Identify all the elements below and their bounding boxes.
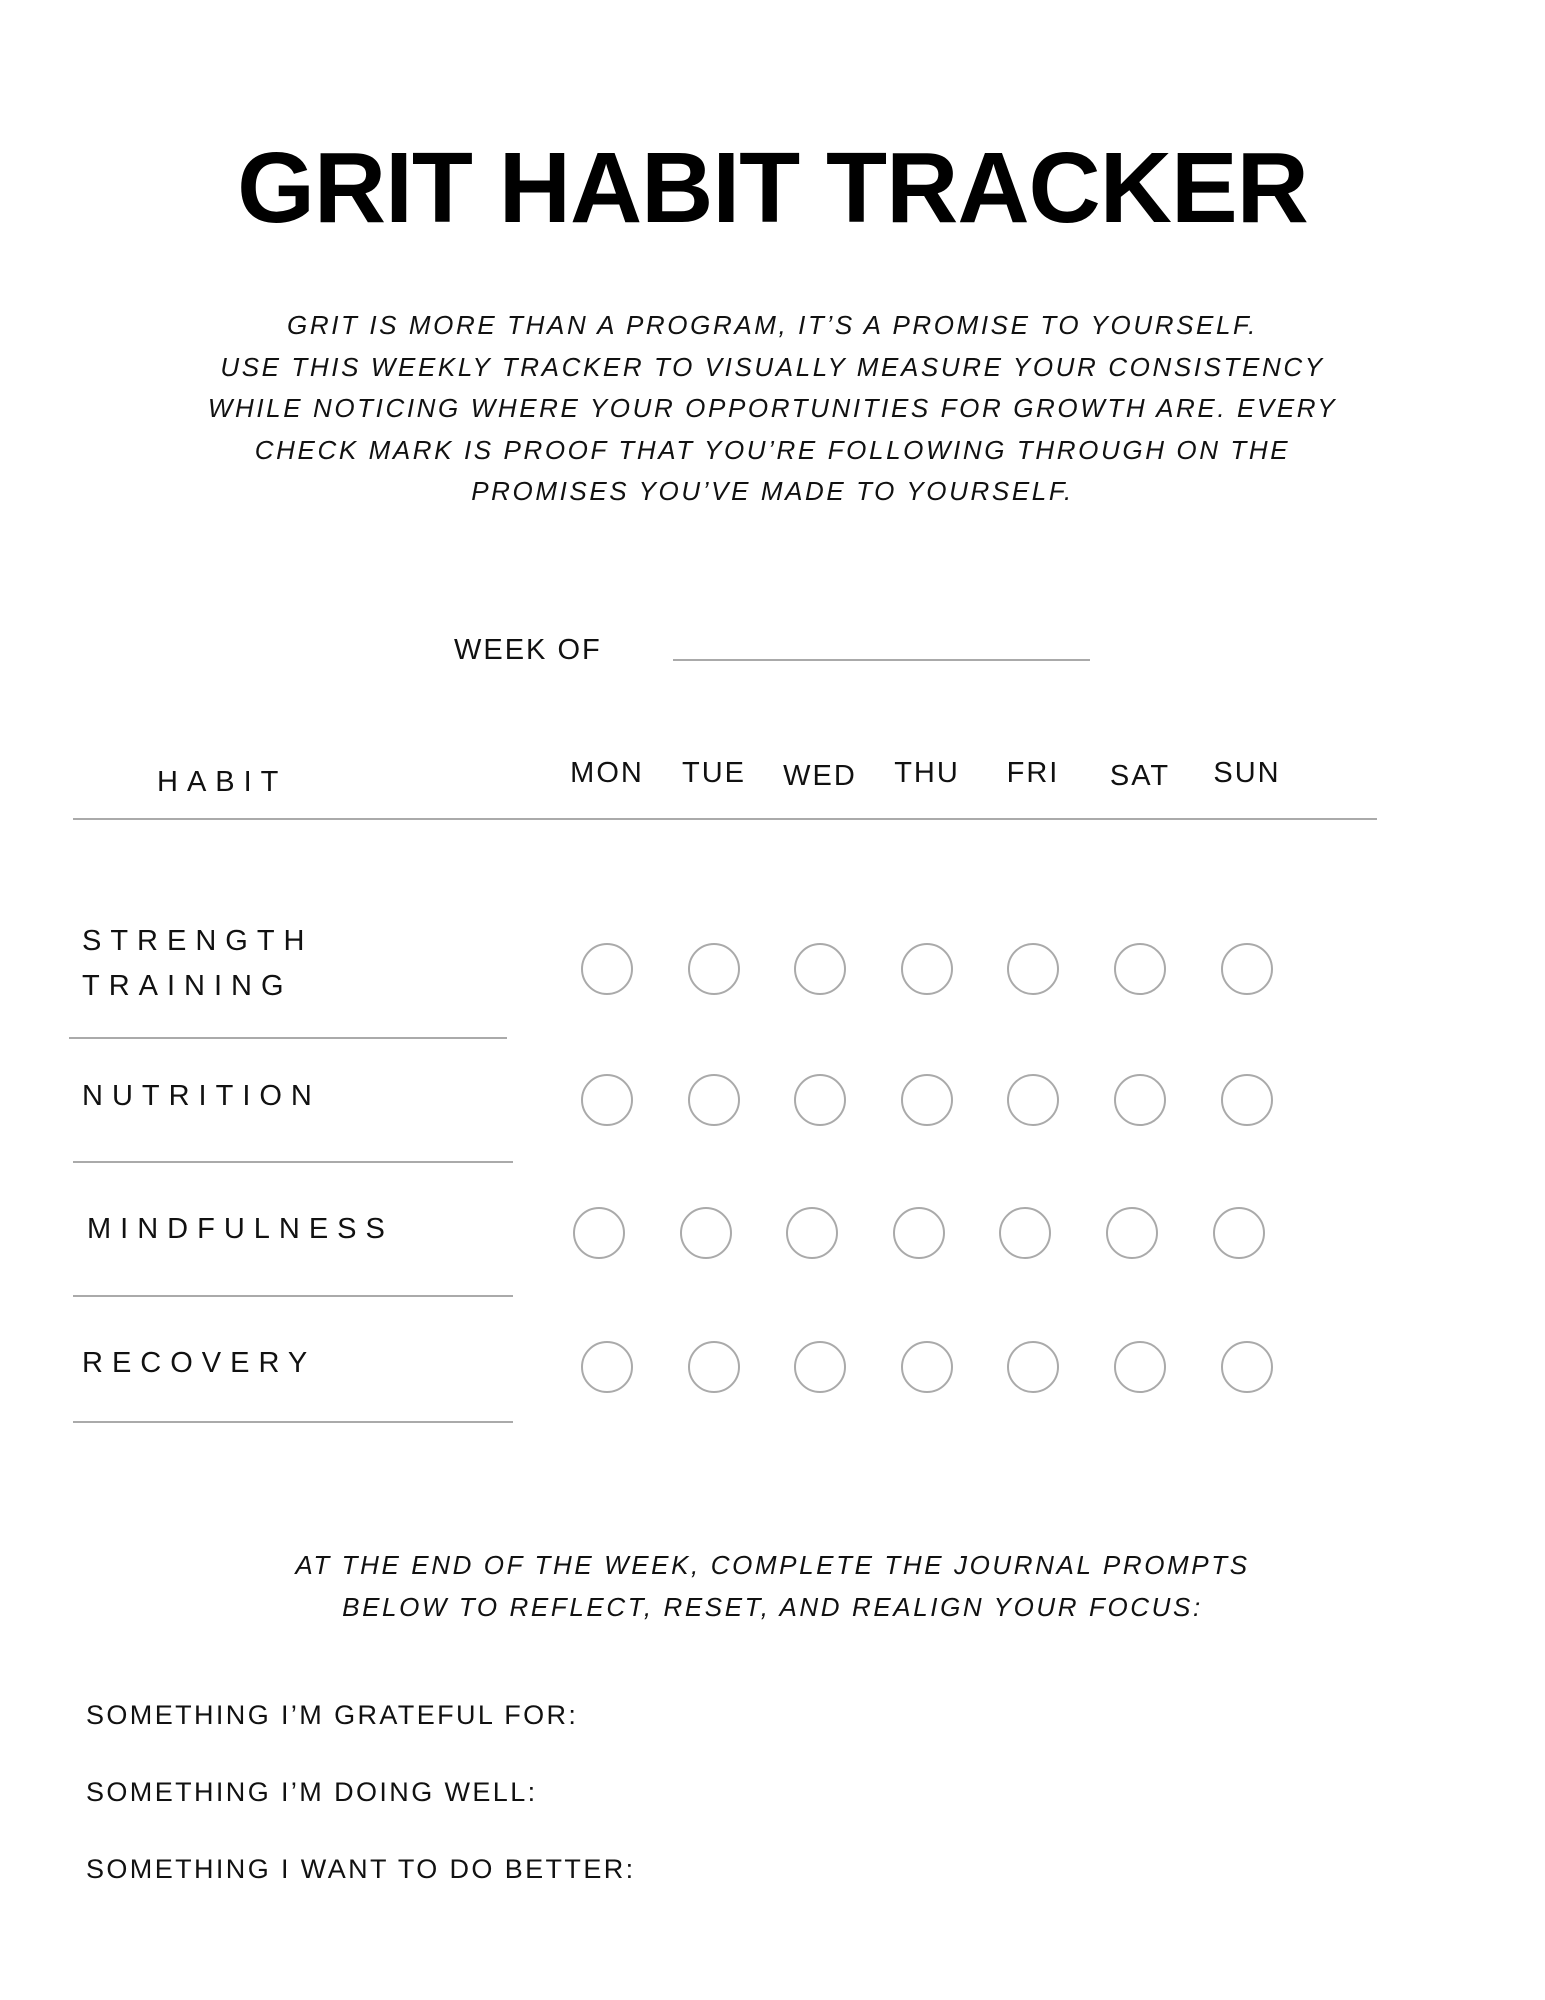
checkbox-mindfulness-sun[interactable] bbox=[1213, 1207, 1265, 1259]
week-of-field[interactable] bbox=[673, 630, 1090, 660]
checkbox-mindfulness-fri[interactable] bbox=[999, 1207, 1051, 1259]
checkbox-strength-training-wed[interactable] bbox=[794, 943, 846, 995]
checkbox-strength-training-sun[interactable] bbox=[1221, 943, 1273, 995]
habit-label-mindfulness: MINDFULNESS bbox=[87, 1213, 394, 1245]
week-of-underline bbox=[673, 659, 1090, 661]
checkbox-strength-training-sat[interactable] bbox=[1114, 943, 1166, 995]
prompt-grateful: SOMETHING I’M GRATEFUL FOR: bbox=[86, 1700, 579, 1730]
closing-line: BELOW TO REFLECT, RESET, AND REALIGN YOUR FOCUS: bbox=[342, 1592, 1203, 1622]
habit-label-nutrition: NUTRITION bbox=[82, 1080, 321, 1112]
day-header-fri: FRI bbox=[1006, 757, 1060, 789]
intro-line: CHECK MARK IS PROOF THAT YOU’RE FOLLOWING THROUGH ON THE bbox=[254, 434, 1291, 465]
checkbox-strength-training-tue[interactable] bbox=[688, 943, 740, 995]
day-header-mon: MON bbox=[570, 757, 644, 789]
row-divider bbox=[69, 1037, 507, 1039]
day-header-sat: SAT bbox=[1109, 760, 1171, 792]
checkbox-nutrition-sat[interactable] bbox=[1114, 1074, 1166, 1126]
prompt-doing-well: SOMETHING I’M DOING WELL: bbox=[86, 1777, 538, 1807]
checkbox-nutrition-sun[interactable] bbox=[1221, 1074, 1273, 1126]
header-divider bbox=[73, 818, 1377, 820]
row-divider bbox=[73, 1295, 513, 1297]
habit-label-recovery: RECOVERY bbox=[82, 1347, 317, 1379]
checkbox-recovery-fri[interactable] bbox=[1007, 1341, 1059, 1393]
habit-label-strength-training: TRAINING bbox=[82, 970, 293, 1002]
week-of-label: WEEK OF bbox=[454, 634, 602, 666]
checkbox-strength-training-mon[interactable] bbox=[581, 943, 633, 995]
checkbox-strength-training-thu[interactable] bbox=[901, 943, 953, 995]
checkbox-mindfulness-wed[interactable] bbox=[786, 1207, 838, 1259]
intro-line: GRIT IS MORE THAN A PROGRAM, IT’S A PROMISE TO YOURSELF. bbox=[287, 310, 1258, 340]
habit-column-header: HABIT bbox=[157, 766, 288, 798]
checkbox-mindfulness-sat[interactable] bbox=[1106, 1207, 1158, 1259]
row-divider bbox=[73, 1421, 513, 1423]
checkbox-nutrition-tue[interactable] bbox=[688, 1074, 740, 1126]
day-header-wed: WED bbox=[783, 760, 857, 792]
day-header-sun: SUN bbox=[1213, 757, 1281, 789]
checkbox-recovery-mon[interactable] bbox=[581, 1341, 633, 1393]
intro-line: PROMISES YOU’VE MADE TO YOURSELF. bbox=[471, 476, 1074, 506]
closing-line: AT THE END OF THE WEEK, COMPLETE THE JOURNAL PROMPTS bbox=[295, 1550, 1250, 1580]
checkbox-mindfulness-mon[interactable] bbox=[573, 1207, 625, 1259]
checkbox-recovery-tue[interactable] bbox=[688, 1341, 740, 1393]
checkbox-recovery-wed[interactable] bbox=[794, 1341, 846, 1393]
intro-line: WHILE NOTICING WHERE YOUR OPPORTUNITIES FOR GROWTH ARE. EVERY bbox=[207, 393, 1338, 423]
checkbox-nutrition-wed[interactable] bbox=[794, 1074, 846, 1126]
row-divider bbox=[73, 1161, 513, 1163]
checkbox-nutrition-thu[interactable] bbox=[901, 1074, 953, 1126]
checkbox-nutrition-mon[interactable] bbox=[581, 1074, 633, 1126]
day-header-thu: THU bbox=[894, 757, 960, 789]
day-header-tue: TUE bbox=[682, 757, 746, 789]
checkbox-nutrition-fri[interactable] bbox=[1007, 1074, 1059, 1126]
habit-label-strength-training: STRENGTH bbox=[82, 925, 314, 957]
checkbox-mindfulness-tue[interactable] bbox=[680, 1207, 732, 1259]
checkbox-recovery-sat[interactable] bbox=[1114, 1341, 1166, 1393]
prompt-do-better: SOMETHING I WANT TO DO BETTER: bbox=[86, 1854, 636, 1884]
intro-paragraph bbox=[0, 305, 1545, 513]
checkbox-mindfulness-thu[interactable] bbox=[893, 1207, 945, 1259]
checkbox-recovery-thu[interactable] bbox=[901, 1341, 953, 1393]
intro-line: USE THIS WEEKLY TRACKER TO VISUALLY MEASURE YOUR CONSISTENCY bbox=[220, 351, 1325, 382]
closing-instructions bbox=[0, 1544, 1545, 1628]
checkbox-recovery-sun[interactable] bbox=[1221, 1341, 1273, 1393]
checkbox-strength-training-fri[interactable] bbox=[1007, 943, 1059, 995]
page-title: GRIT HABIT TRACKER bbox=[237, 132, 1308, 244]
